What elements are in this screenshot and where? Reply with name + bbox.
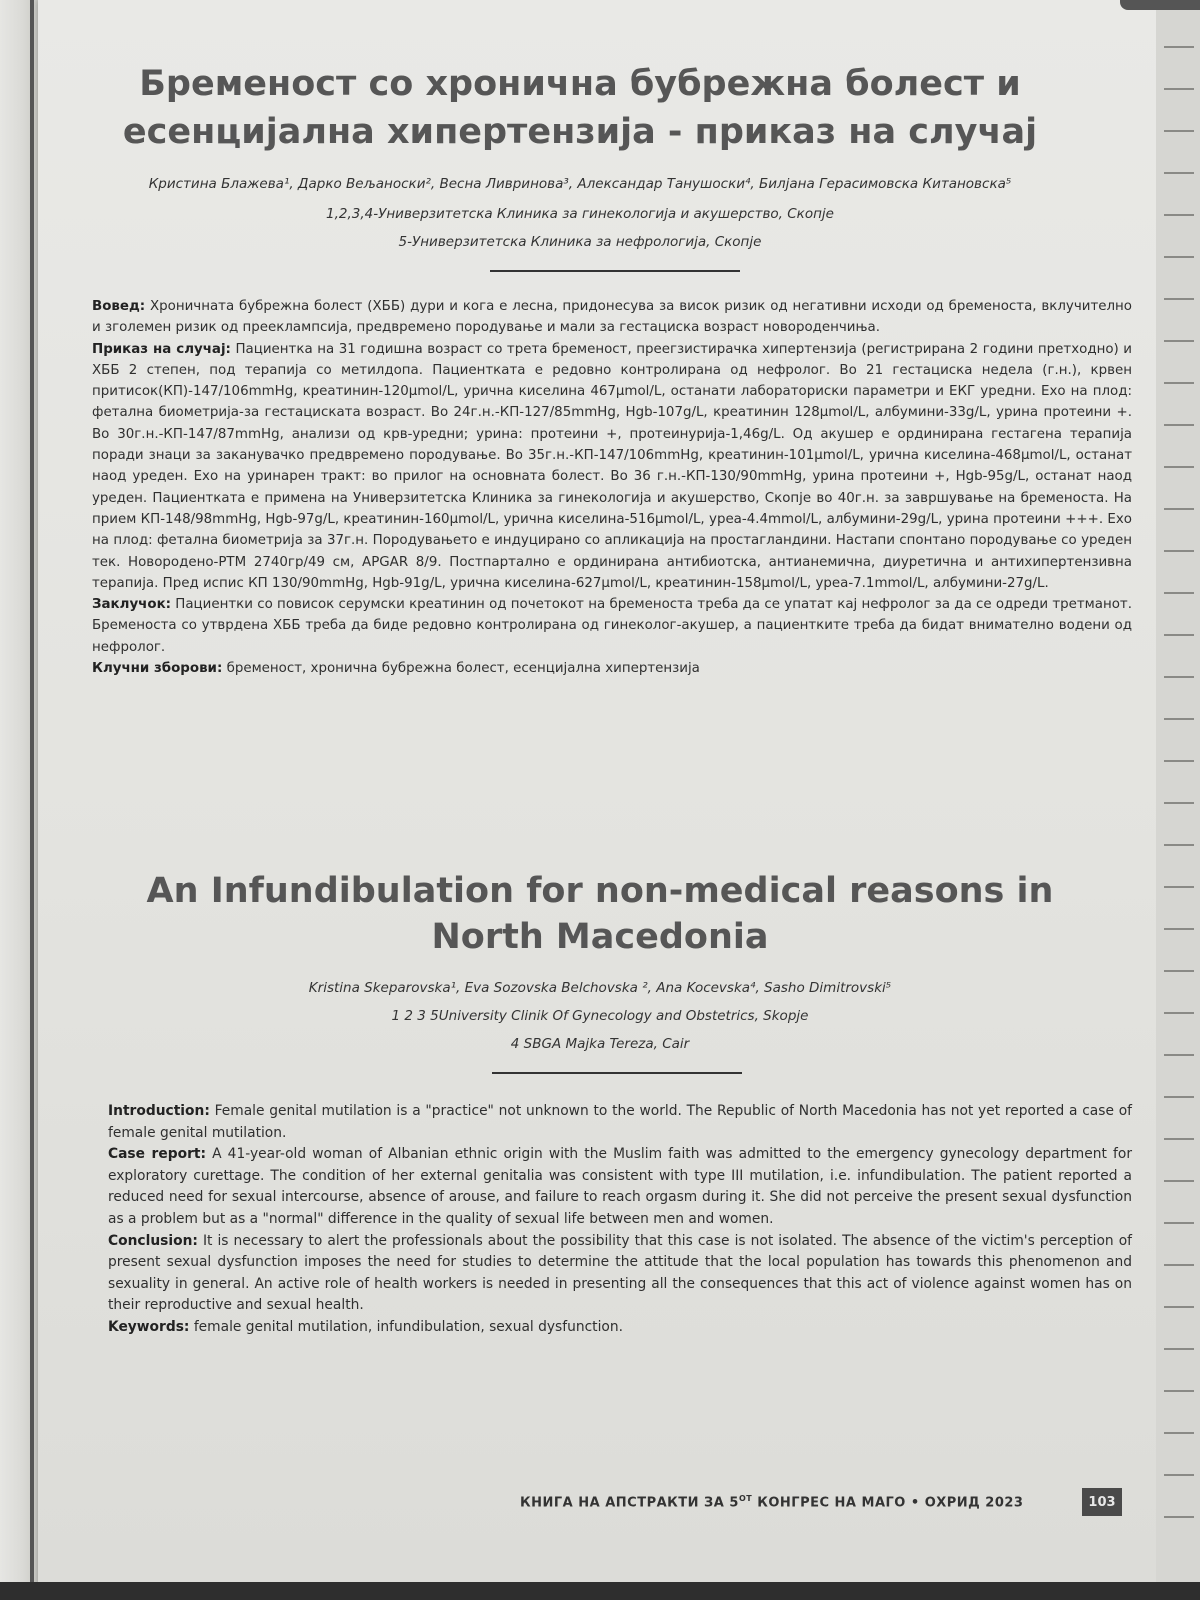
article1-abstract — [92, 296, 1132, 679]
article1-affiliation-2: 5-Универзитетска Клиника за нефрологија, Скопје — [398, 234, 762, 250]
article1-introduction — [92, 296, 1132, 339]
corner-shadow — [1120, 0, 1200, 10]
bottom-shadow — [0, 1582, 1200, 1600]
footer-superscript: ОТ — [738, 1494, 753, 1503]
article2-introduction — [108, 1101, 1132, 1144]
article1-conclusion — [92, 594, 1132, 658]
article1-intro-label: Вовед: — [92, 299, 146, 314]
article2-intro-label: Introduction: — [108, 1103, 210, 1119]
article1-affiliation-1: 1,2,3,4-Универзитетска Клиника за гинекологија и акушерство, Скопје — [326, 206, 834, 222]
article2-case-text: A 41-year-old woman of Albanian ethnic origin with the Muslim faith was admitted to the emergency gynecology department for exploratory curettage. The condition of her external genitalia was consistent with type III mutilation, i.e. infundibulation. The patient reported a reduced need for sexual intercourse, absence of arouse, and failure to reach orgasm during it. She did not perceive the present sexual dysfunction as a problem but as a "normal" difference in the quality of sexual life between men and women. — [108, 1146, 1132, 1227]
article2-separator — [492, 1072, 742, 1074]
article2-affiliation-2: 4 SBGA Majka Tereza, Cair — [510, 1036, 690, 1052]
footer-text-pre: КНИГА НА АПСТРАКТИ ЗА 5 — [520, 1495, 739, 1511]
article2-case-label: Case report: — [108, 1146, 206, 1163]
article1-concl-label: Заклучок: — [92, 597, 172, 613]
article2-conclusion — [108, 1231, 1132, 1317]
article2-title: An Infundibulation for non-medical reasons in North Macedonia — [146, 871, 1054, 957]
page-footer — [520, 1494, 1023, 1510]
page-number: 103 — [1082, 1488, 1122, 1516]
article2-case-report — [108, 1144, 1132, 1230]
article1-case-label: Приказ на случај: — [92, 341, 231, 357]
article2-abstract — [108, 1101, 1132, 1339]
article2-concl-text: It is necessary to alert the professionals about the possibility that this case is not isolated. The absence of the victim's perception of present sexual dysfunction imposes the need for studies to determine the attitude that the local population has towards this phenomenon and sexuality in general. An active role of health workers is needed in presenting all the consequences that this act of violence against women has on their reproductive and sexual health. — [108, 1232, 1132, 1314]
article2-concl-label: Conclusion: — [108, 1232, 198, 1249]
article1-kw-label: Клучни зборови: — [92, 661, 223, 677]
spine-line — [30, 0, 34, 1585]
article1-intro-text: Хроничната бубрежна болест (ХББ) дури и кога е лесна, придонесува за висок ризик од негативни исходи од бременоста, вклучително и зголемен ризик од прееклампсија, предвремено породување и мали за гестациска возраст новороденчиња. — [92, 299, 1132, 336]
article1-concl-text: Пациентки со повисок серумски креатинин од почетокот на бременоста треба да се упатат кај нефролог за да се одреди третманот. Бременоста со утврдена ХББ треба да биде редовно контролирана од гинеколог-акушер, а пациентките треба да бидат внимателно водени од нефролог. — [92, 597, 1132, 655]
article1-keywords — [92, 658, 1132, 679]
article1-authors: Кристина Блажева¹, Дарко Вељаноски², Весна Ливринова³, Александар Танушоски⁴, Билјана Герасимовска Китановска⁵ — [148, 176, 1012, 192]
article2-kw-label: Keywords: — [108, 1318, 190, 1335]
article2-intro-text: Female genital mutilation is a "practice" not unknown to the world. The Republic of North Macedonia has not yet reported a case of female genital mutilation. — [108, 1103, 1132, 1141]
article2-authors: Kristina Skeparovska¹, Eva Sozovska Belchovska ², Ana Kocevska⁴, Sasho Dimitrovski⁵ — [308, 980, 892, 996]
article2-keywords — [108, 1317, 1132, 1339]
article2-kw-text: female genital mutilation, infundibulation, sexual dysfunction. — [189, 1318, 623, 1335]
article1-title: Бременост со хронична бубрежна болест и есенцијална хипертензија - приказ на случај — [122, 64, 1038, 152]
article2-affiliation-1: 1 2 3 5University Clinik Of Gynecology and Obstetrics, Skopje — [391, 1008, 809, 1024]
article1-separator — [490, 270, 740, 272]
article1-case-text: Пациентка на 31 годишна возраст со трета бременост, преегзистирачка хипертензија (регистрирана 2 години претходно) и ХББ 2 степен, под терапија со метилдопа. Пациентката е редовно контролирана од нефролог. Во 21 гестациска недела (г.н.), крвен притисок(КП)-147/106mmHg, креатинин-120μmol/L, урична киселина 467μmol/L, останати лабораториски параметри и ЕКГ уредни. Ехо на плод: фетална биометрија-за гестациската возраст. Во 24г.н.-КП-127/85mmHg, Hgb-107g/L, креатинин 128μmol/L, албумини-33g/L, урина протеини +. Во 30г.н.-КП-147/87mmHg, анализи од крв-уредни; урина: протеини +, протеинурија-1,46g/L. Од акушер е ординирана гестагена терапија поради знаци за заканувачко предвремено породување. Во 35г.н.-КП-147/106mmHg, креатинин-101μmol/L, урична киселина-468μmol/L, останат наод уреден. Ехо на уринарен тракт: во прилог на основната болест. Во 36 г.н.-КП-130/90mmHg, урина протеини +, Hgb-95g/L, останат наод уреден. Пациентката е примена на Универзитетска Клиника за гинекологија и акушерство, Скопје во 40г.н. за завршување на бременоста. На прием КП-148/98mmHg, Hgb-97g/L, креатинин-160μmol/L, урична киселина-516μmol/L, уреа-4.4mmol/L, албумини-29g/L, урина протеини +++. Ехо на плод: фетална биометрија за 37г.н. Породувањето е индуцирано со апликација на простагландини. Настапи спонтано породување со уреден тек. Новородено-РТМ 2740гр/49 см, APGAR 8/9. Постпартално е ординирана антибиотска, антианемична, диуретична и антихипертензивна терапија. Пред испис КП 130/90mmHg, Hgb-91g/L, урична киселина-627μmol/L, креатинин-158μmol/L, уреа-7.1mmol/L, албумини-27g/L. — [92, 341, 1132, 591]
article1-case-report — [92, 339, 1132, 595]
article1-kw-text: бременост, хронична бубрежна болест, есенцијална хипертензија — [222, 661, 700, 677]
footer-text-post: КОНГРЕС НА МАГО • ОХРИД 2023 — [752, 1495, 1024, 1511]
